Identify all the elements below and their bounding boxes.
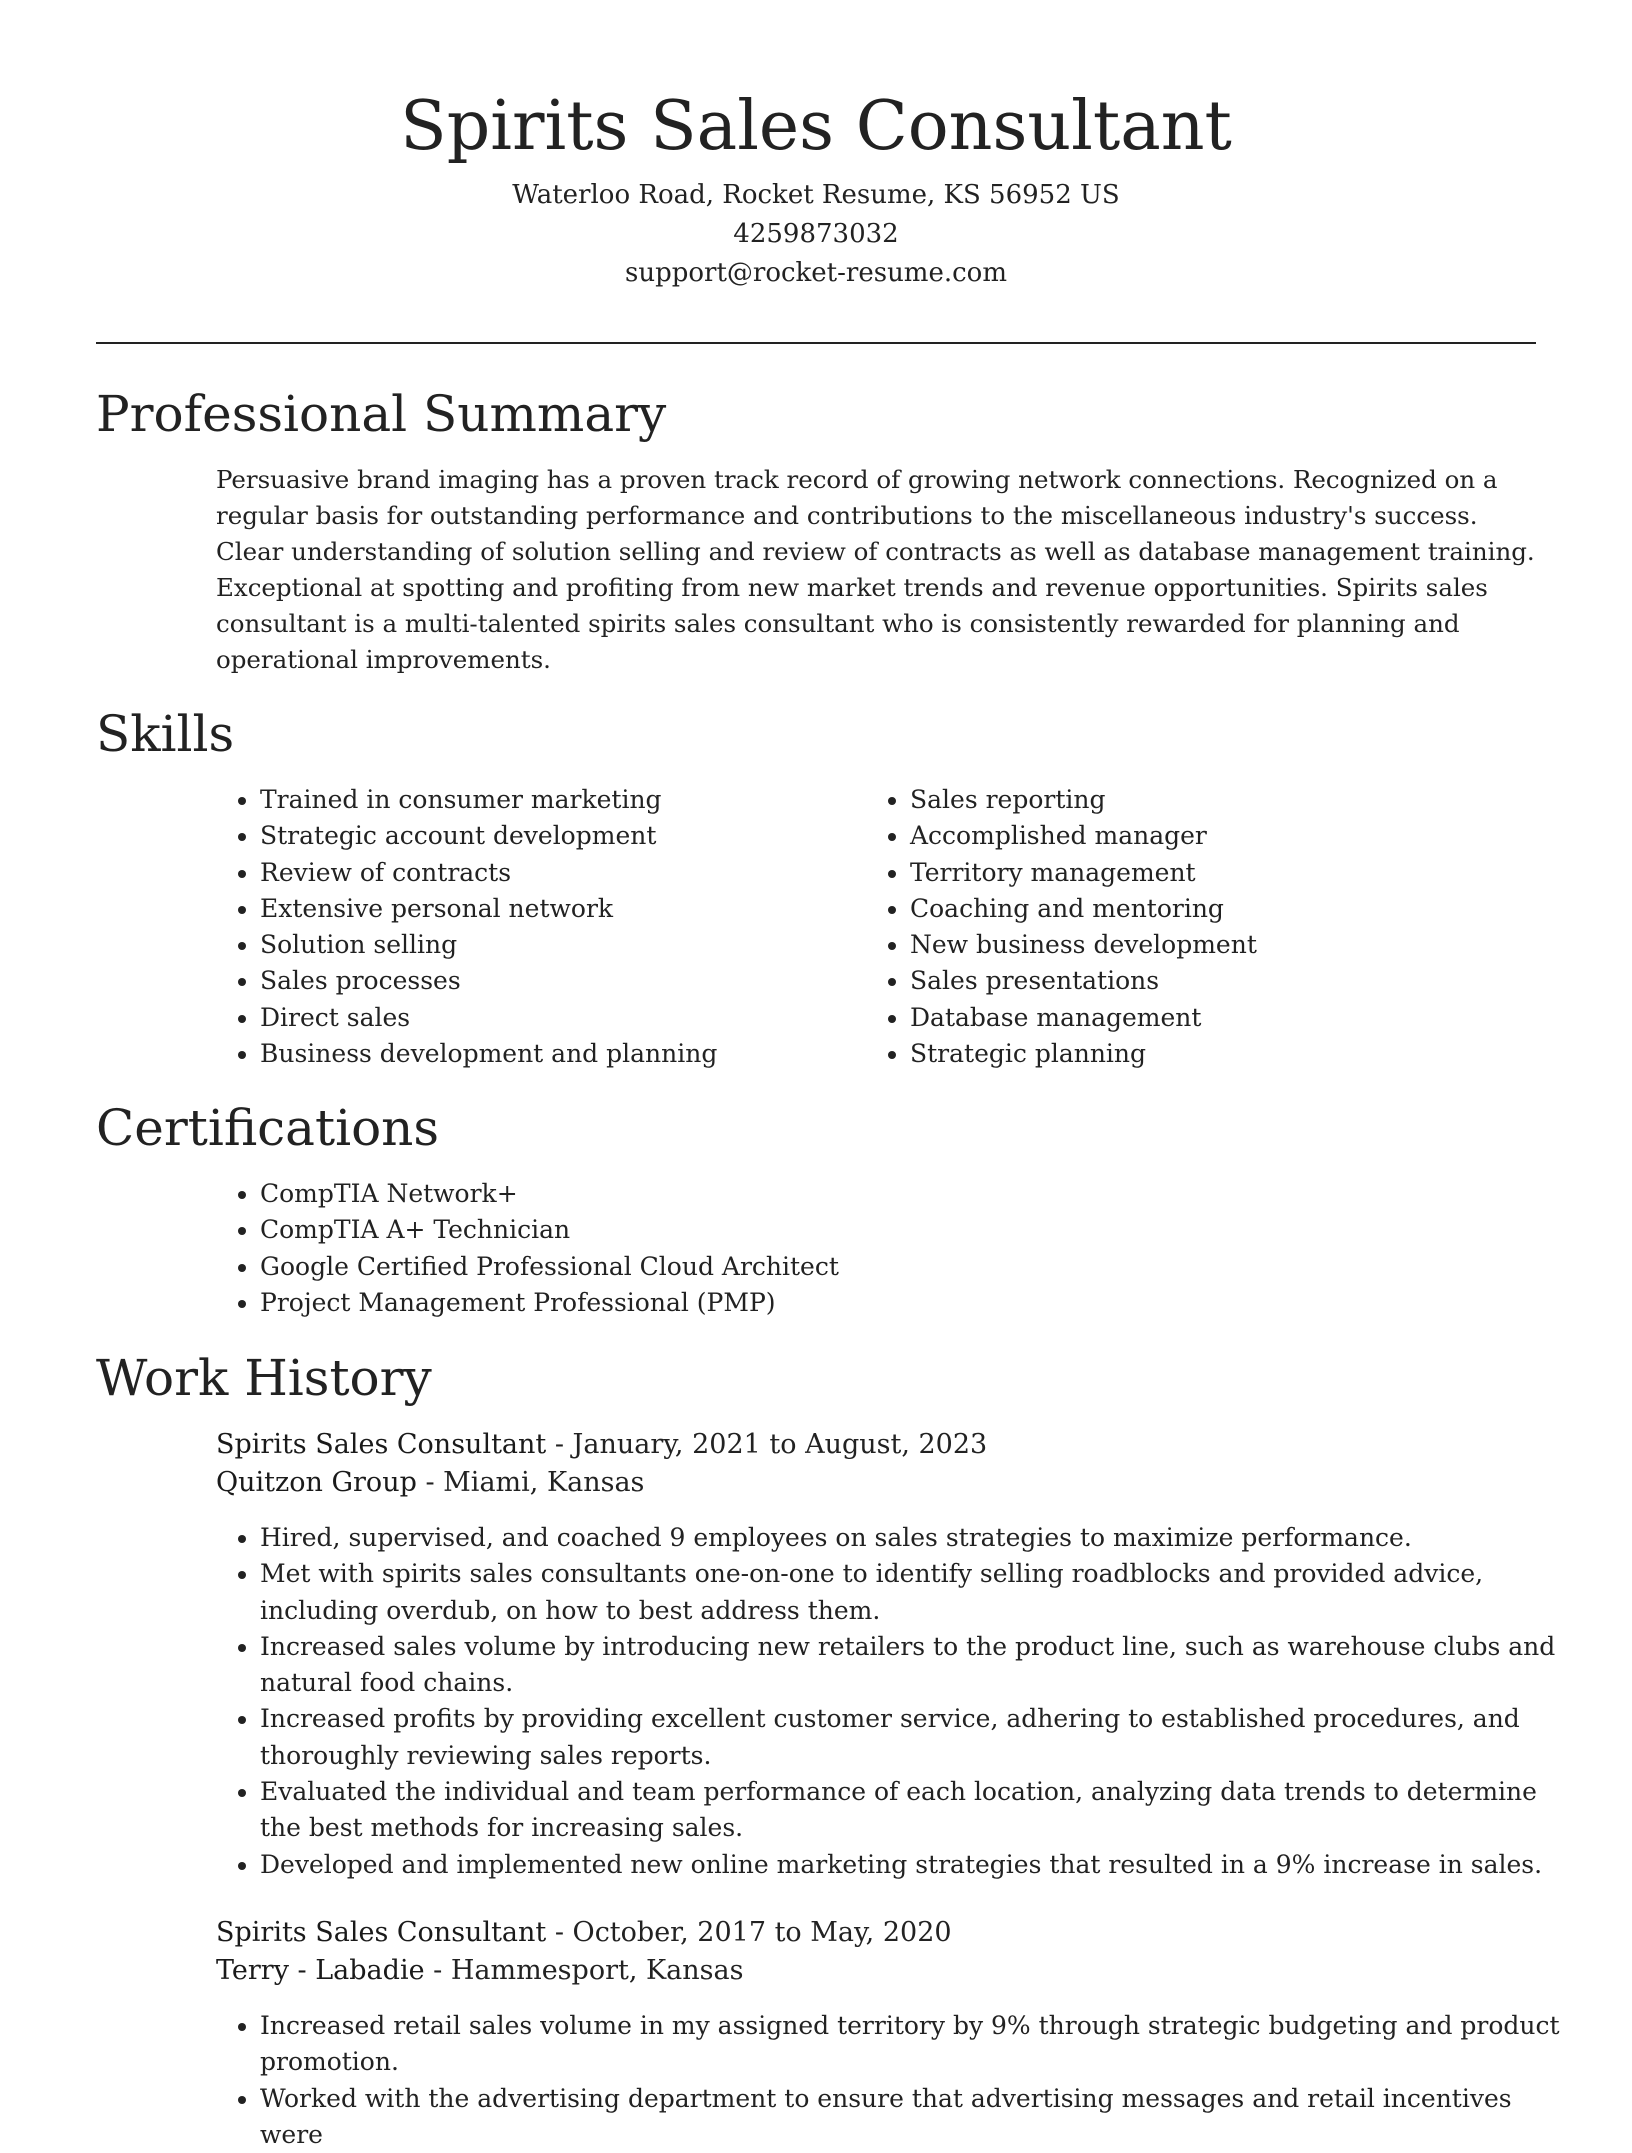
list-item: • Coaching and mentoring: [910, 891, 1510, 927]
list-item: • Increased profits by providing excellent customer service, adhering to established procedures, and thoroughly reviewing sales reports.: [260, 1701, 1580, 1774]
list-item: • Trained in consumer marketing: [260, 782, 860, 818]
job-location: - Hammesport, Kansas: [424, 1955, 744, 1986]
header-divider: [96, 342, 1536, 344]
job-location: - Miami, Kansas: [416, 1467, 645, 1498]
list-item: • Extensive personal network: [260, 891, 860, 927]
list-item: • Strategic account development: [260, 818, 860, 854]
job-dates: - January, 2021 to August, 2023: [546, 1429, 988, 1460]
list-item: • Sales reporting: [910, 782, 1510, 818]
summary-text: Persuasive brand imaging has a proven track record of growing network connections. Recognized on a regular basis for outstanding performance and contributions to the miscellaneous industry's success. Clear understanding of solution selling and review of contracts as well as database management training. Exceptional at spotting and profiting from new market trends and revenue opportunities. Spirits sales consultant is a multi-talented spirits sales consultant who is consistently rewarded for planning and operational improvements.: [216, 465, 1535, 674]
job-title-line: [216, 1426, 987, 1464]
list-item: • Project Management Professional (PMP): [260, 1285, 1580, 1321]
job-company-line: [216, 1952, 743, 1990]
list-item: • Direct sales: [260, 1000, 860, 1036]
list-item: • Google Certified Professional Cloud Architect: [260, 1249, 1580, 1285]
work-history-heading: Work History: [96, 1349, 432, 1407]
job-company: Quitzon Group: [216, 1467, 417, 1498]
list-item: • Hired, supervised, and coached 9 employees on sales strategies to maximize performance.: [260, 1520, 1580, 1556]
list-item: • Developed and implemented new online marketing strategies that resulted in a 9% increase in sales.: [260, 1847, 1580, 1883]
list-item: • Strategic planning: [910, 1036, 1510, 1072]
resume-header: [96, 82, 1536, 293]
job-bullets: [216, 1520, 1580, 1883]
candidate-name: Spirits Sales Consultant: [400, 87, 1232, 166]
contact-address: Waterloo Road, Rocket Resume, KS 56952 US: [512, 180, 1120, 210]
list-item: • Database management: [910, 1000, 1510, 1036]
list-item: • Review of contracts: [260, 855, 860, 891]
contact-phone: 4259873032: [733, 219, 899, 249]
job-title-line: [216, 1914, 952, 1952]
list-item: • Met with spirits sales consultants one-on-one to identify selling roadblocks and provided advice, including overdub, on how to best address them.: [260, 1556, 1580, 1629]
list-item: • Sales presentations: [910, 963, 1510, 999]
list-item: • CompTIA Network+: [260, 1176, 1580, 1212]
list-item: • Worked with the advertising department to ensure that advertising messages and retail incentives were: [260, 2081, 1580, 2153]
job-dates: - October, 2017 to May, 2020: [546, 1917, 952, 1948]
list-item: • Evaluated the individual and team performance of each location, analyzing data trends to determine the best methods for increasing sales.: [260, 1774, 1580, 1847]
list-item: • Increased retail sales volume in my assigned territory by 9% through strategic budgeting and product promotion.: [260, 2008, 1580, 2081]
job-role: Spirits Sales Consultant: [216, 1429, 547, 1460]
list-item: • Increased sales volume by introducing new retailers to the product line, such as warehouse clubs and natural food chains.: [260, 1629, 1580, 1702]
job-role: Spirits Sales Consultant: [216, 1917, 547, 1948]
certifications-list: [216, 1176, 1580, 1321]
skills-list-left: [216, 782, 860, 1072]
list-item: • Solution selling: [260, 927, 860, 963]
job-company: Terry - Labadie: [216, 1955, 425, 1986]
skills-list-right: [866, 782, 1510, 1072]
list-item: • Territory management: [910, 855, 1510, 891]
list-item: • Business development and planning: [260, 1036, 860, 1072]
summary-heading: Professional Summary: [96, 385, 667, 443]
contact-email: support@rocket-resume.com: [624, 258, 1007, 288]
list-item: • Accomplished manager: [910, 818, 1510, 854]
list-item: • New business development: [910, 927, 1510, 963]
list-item: • CompTIA A+ Technician: [260, 1212, 1580, 1248]
skills-heading: Skills: [96, 705, 235, 763]
job-company-line: [216, 1464, 644, 1502]
list-item: • Sales processes: [260, 963, 860, 999]
certifications-heading: Certifications: [96, 1099, 440, 1157]
job-bullets: [216, 2008, 1580, 2153]
